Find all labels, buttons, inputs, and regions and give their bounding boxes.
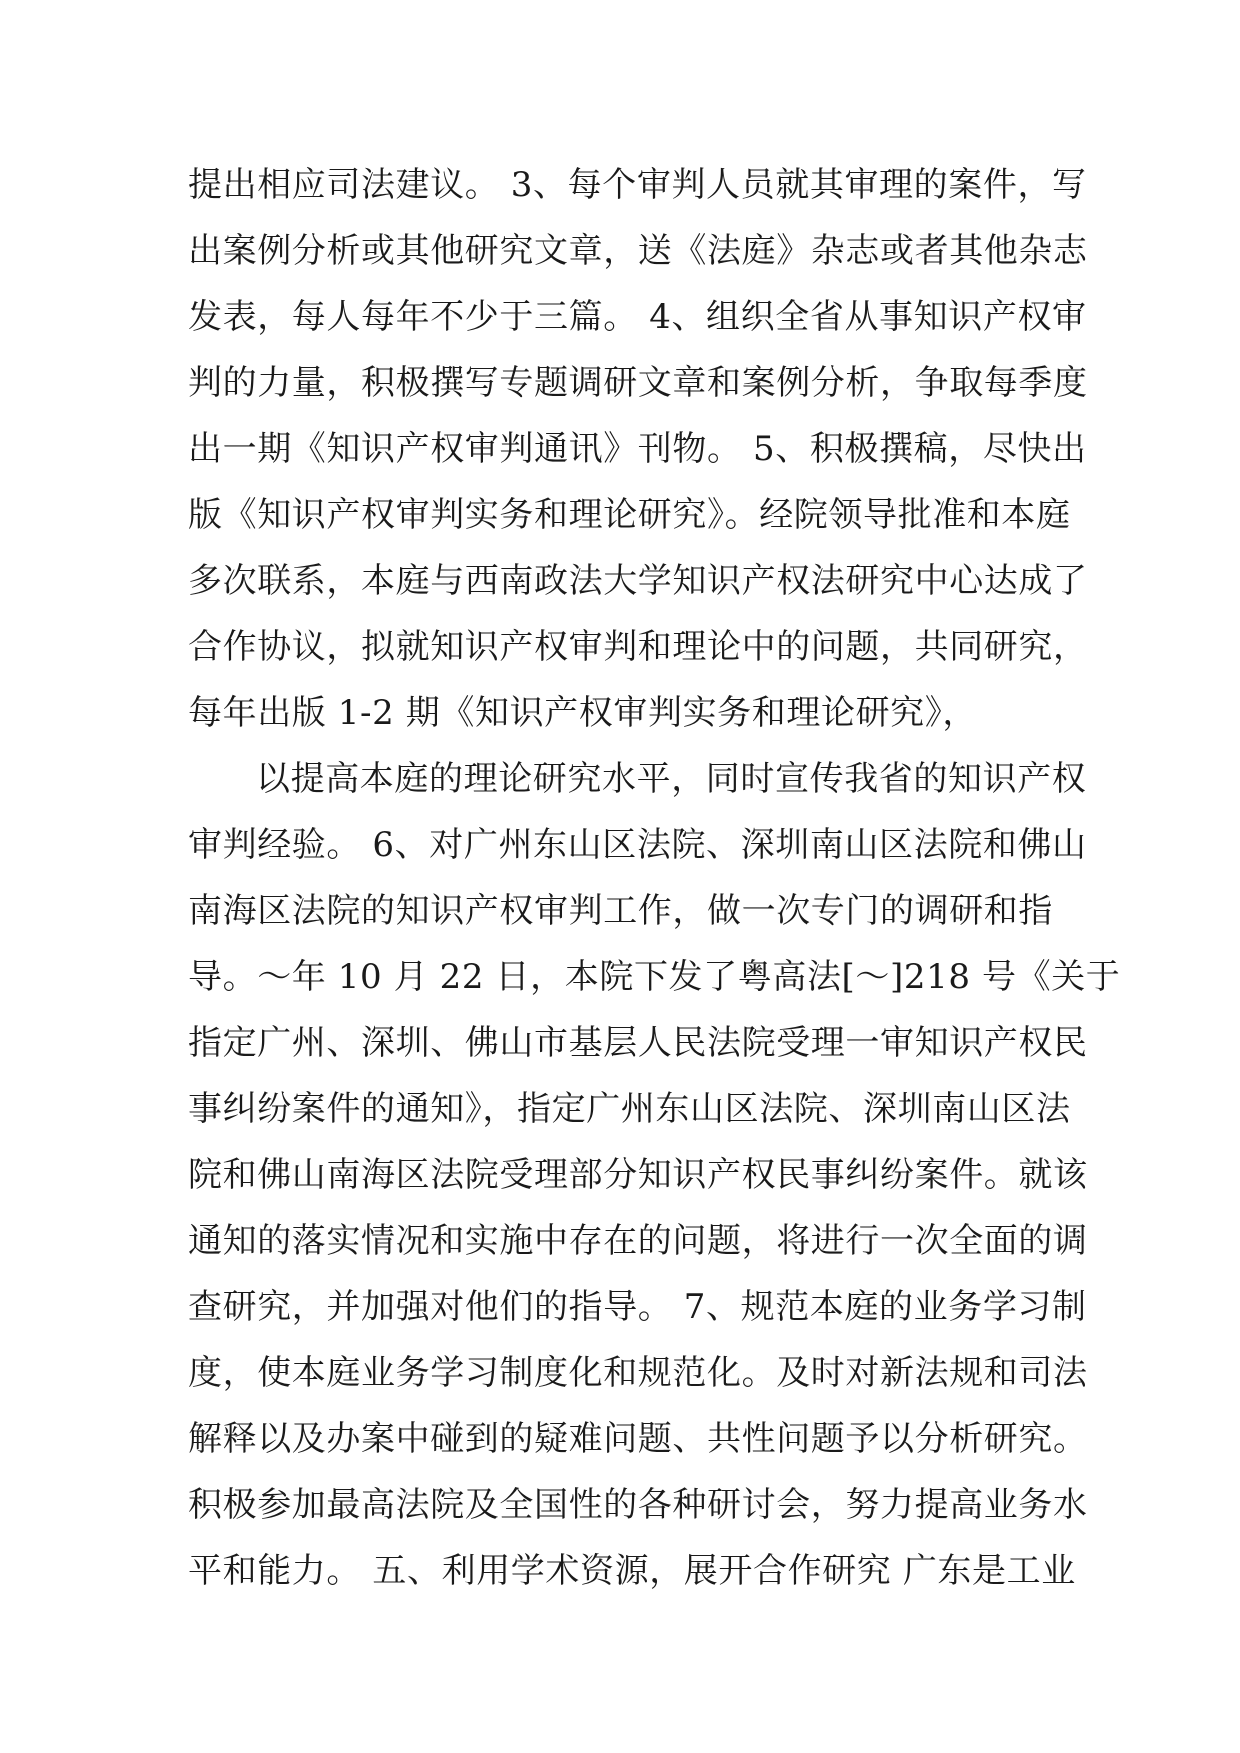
text-line: 导。～年 10 月 22 日，本院下发了粤高法[～]218 号《关于 [188, 957, 1121, 997]
text-line: 出一期《知识产权审判通讯》刊物。 5、积极撰稿，尽快出 [188, 429, 1087, 469]
text-line: 积极参加最高法院及全国性的各种研讨会，努力提高业务水 [188, 1485, 1088, 1525]
text-line: 发表，每人每年不少于三篇。 4、组织全省从事知识产权审 [188, 297, 1087, 337]
text-line: 度，使本庭业务学习制度化和规范化。及时对新法规和司法 [188, 1353, 1088, 1393]
text-line: 指定广州、深圳、佛山市基层人民法院受理一审知识产权民 [188, 1023, 1088, 1063]
text-line: 解释以及办案中碰到的疑难问题、共性问题予以分析研究。 [188, 1419, 1088, 1459]
text-line: 提出相应司法建议。 3、每个审判人员就其审理的案件，写 [188, 165, 1087, 205]
text-line: 院和佛山南海区法院受理部分知识产权民事纠纷案件。就该 [188, 1155, 1088, 1195]
text-line: 版《知识产权审判实务和理论研究》。经院领导批准和本庭 [188, 495, 1071, 535]
document-body [188, 152, 1121, 1604]
text-line: 多次联系，本庭与西南政法大学知识产权法研究中心达成了 [188, 561, 1088, 601]
text-line: 判的力量，积极撰写专题调研文章和案例分析，争取每季度 [188, 363, 1088, 403]
text-line: 南海区法院的知识产权审判工作，做一次专门的调研和指 [188, 891, 1053, 931]
text-line: 平和能力。 五、利用学术资源，展开合作研究 广东是工业 [188, 1551, 1076, 1591]
paragraph-start-line: 以提高本庭的理论研究水平，同时宣传我省的知识产权 [256, 759, 1087, 799]
text-line: 出案例分析或其他研究文章，送《法庭》杂志或者其他杂志 [188, 231, 1088, 271]
text-line: 每年出版 1-2 期《知识产权审判实务和理论研究》， [188, 693, 977, 733]
text-line: 合作协议，拟就知识产权审判和理论中的问题，共同研究， [188, 627, 1088, 667]
text-line: 事纠纷案件的通知》，指定广州东山区法院、深圳南山区法 [188, 1089, 1071, 1129]
text-line: 通知的落实情况和实施中存在的问题，将进行一次全面的调 [188, 1221, 1088, 1261]
text-line: 审判经验。 6、对广州东山区法院、深圳南山区法院和佛山 [188, 825, 1087, 865]
text-line: 查研究，并加强对他们的指导。 7、规范本庭的业务学习制 [188, 1287, 1087, 1327]
